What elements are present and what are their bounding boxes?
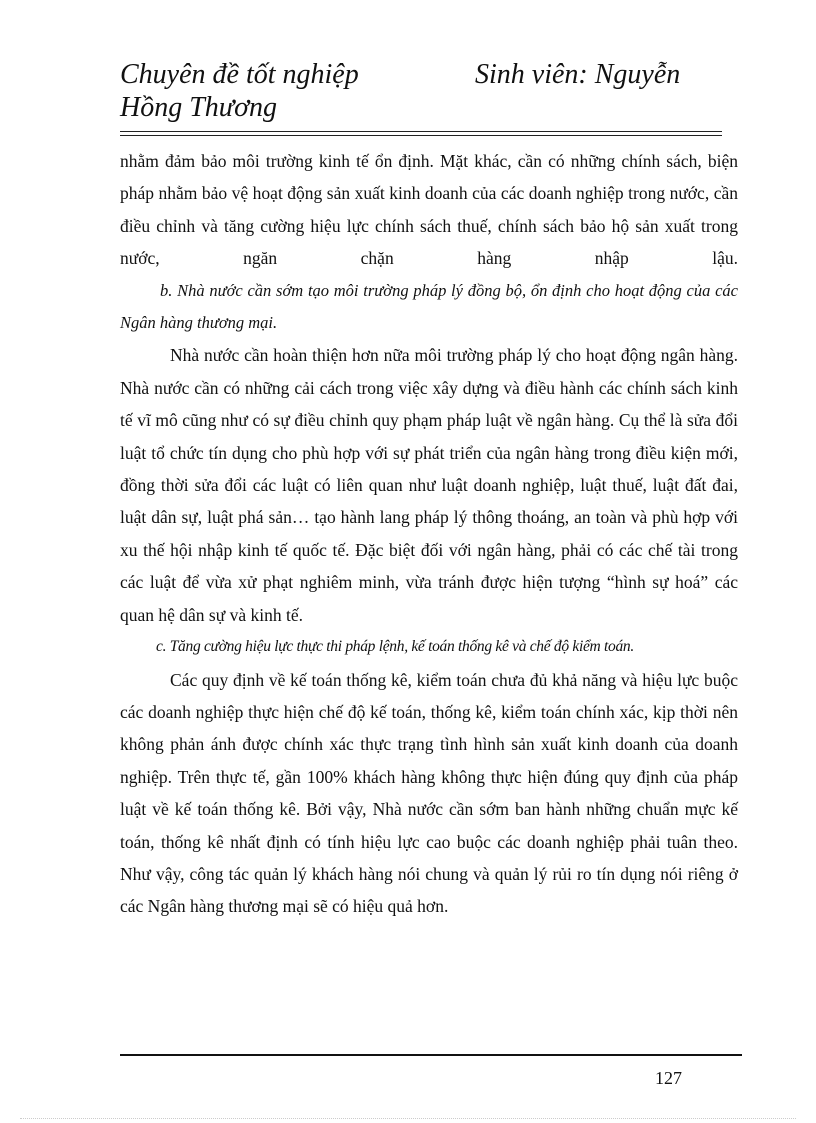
page-header	[120, 58, 720, 124]
paragraph-3: Các quy định về kế toán thống kê, kiểm toán chưa đủ khả năng và hiệu lực buộc các doanh nghiệp thực hiện chế độ kế toán, thống kê, kiểm toán chính xác, kịp thời nên không phản ánh được chính xác thực trạng tình hình sản xuất kinh doanh của doanh nghiệp. Trên thực tế, gần 100% khách hàng không thực hiện đúng quy định của pháp luật về kế toán thống kê. Bởi vậy, Nhà nước cần sớm ban hành những chuẩn mực kế toán, thống kê nhất định có tính hiệu lực cao buộc các doanh nghiệp phải tuân theo. Như vậy, công tác quản lý khách hàng nói chung và quản lý rủi ro tín dụng nói riêng ở các Ngân hàng thương mại sẽ có hiệu quả hơn.	[120, 669, 738, 917]
footer-rule	[120, 1054, 742, 1056]
page-number: 127	[655, 1068, 682, 1088]
page-bottom-border	[20, 1118, 796, 1119]
heading-c: c. Tăng cường hiệu lực thực thi pháp lệnh, kế toán thống kê và chế độ kiểm toán.	[156, 638, 634, 656]
header-rule-secondary	[120, 135, 722, 136]
header-author-continued: Hồng Thương	[120, 92, 278, 123]
heading-b: b. Nhà nước cần sớm tạo môi trường pháp lý đồng bộ, ổn định cho hoạt động của các Ngân hàng thương mại.	[120, 280, 738, 333]
header-rule	[120, 131, 722, 132]
header-author: Sinh viên: Nguyễn	[475, 59, 681, 90]
paragraph-1: nhằm đảm bảo môi trường kinh tế ổn định. Mặt khác, cần có những chính sách, biện pháp nhằm bảo vệ hoạt động sản xuất kinh doanh của các doanh nghiệp trong nước, cần điều chỉnh và tăng cường hiệu lực chính sách thuế, chính sách bảo hộ sản xuất trong nước, ngăn chặn hàng nhập lậu.	[120, 151, 738, 269]
paragraph-2: Nhà nước cần hoàn thiện hơn nữa môi trường pháp lý cho hoạt động ngân hàng. Nhà nước cần có những cải cách trong việc xây dựng và điều hành các chính sách kinh tế vĩ mô cũng như có sự điều chỉnh quy phạm pháp luật về ngân hàng. Cụ thể là sửa đổi luật tổ chức tín dụng cho phù hợp với sự phát triển của ngân hàng trong điều kiện mới, đồng thời sửa đổi các luật có liên quan như luật doanh nghiệp, luật thuế, luật đất đai, luật dân sự, luật phá sản… tạo hành lang pháp lý thông thoáng, an toàn và phù hợp với xu thế hội nhập kinh tế quốc tế. Đặc biệt đối với ngân hàng, phải có các chế tài trong các luật để vừa xử phạt nghiêm minh, vừa tránh được hiện tượng “hình sự hoá” các quan hệ dân sự và kinh tế.	[120, 345, 738, 625]
page-body	[120, 145, 738, 923]
header-title: Chuyên đề tốt nghiệp	[120, 59, 359, 90]
